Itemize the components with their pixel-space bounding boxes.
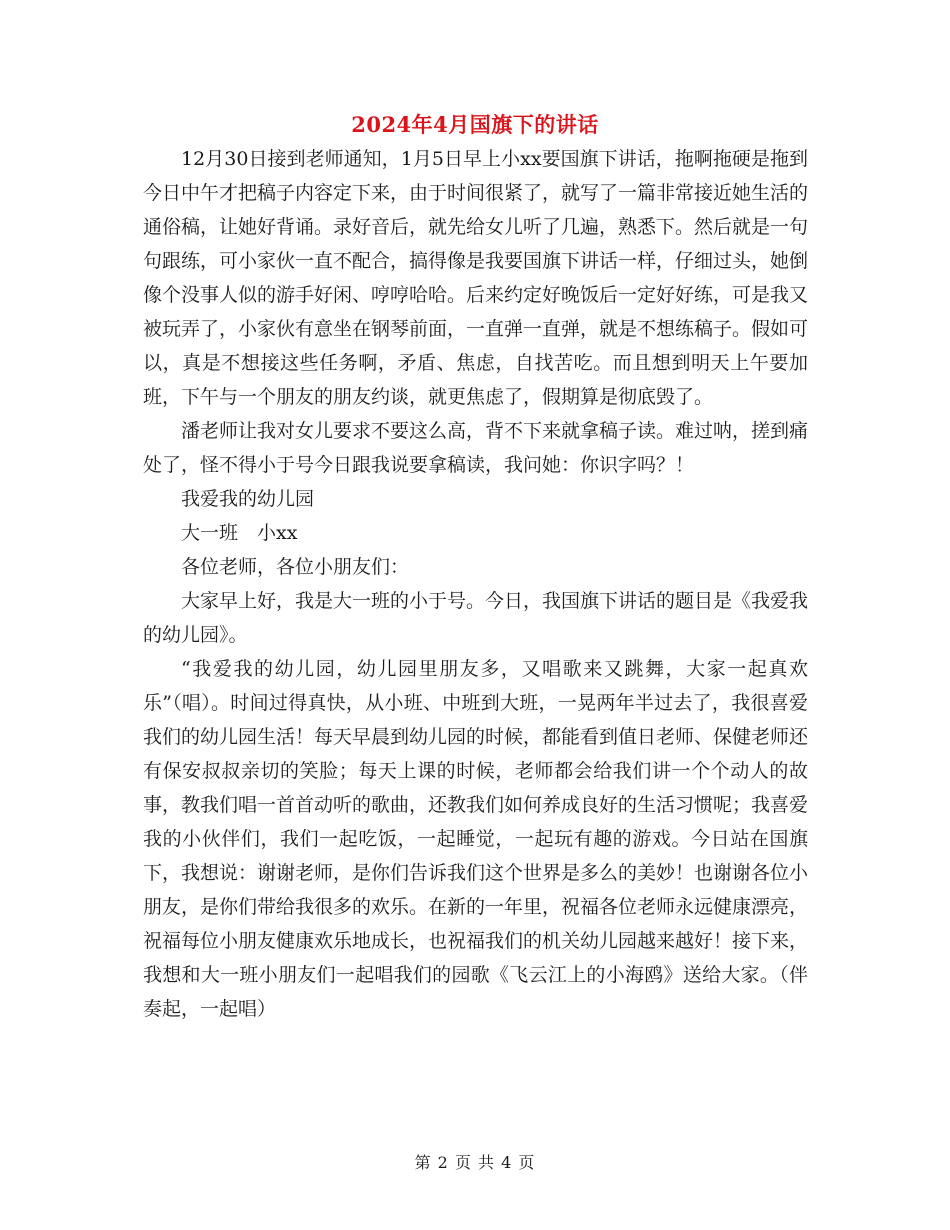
speech-salutation: 各位老师，各位小朋友们： xyxy=(181,556,410,578)
paragraph-teacher-advice: 潘老师让我对女儿要求不要这么高，背不下来就拿稿子读。难过呐，搓到痛处了，怪不得小于号今日跟我说要拿稿读，我问她：你识字吗？！ xyxy=(143,420,809,476)
speech-opening: 大家早上好，我是大一班的小于号。今日，我国旗下讲话的题目是《我爱我的幼儿园》。 xyxy=(143,590,809,646)
document-title: 2024年4月国旗下的讲话 xyxy=(351,112,599,137)
speech-main: “我爱我的幼儿园，幼儿园里朋友多，又唱歌来又跳舞，大家一起真欢乐”（唱）。时间过得真快，从小班、中班到大班，一晃两年半过去了，我很喜爱我们的幼儿园生活！每天早晨到幼儿园的时候，都能看到值日老师、保健老师还有保安叔叔亲切的笑脸；每天上课的时候，老师都会给我们讲一个个动人的故事，教我们唱一首首动听的歌曲，还教我们如何养成良好的生活习惯呢；我喜爱我的小伙伴们，我们一起吃饭，一起睡觉，一起玩有趣的游戏。今日站在国旗下，我想说：谢谢老师，是你们告诉我们这个世界是多么的美妙！也谢谢各位小朋友，是你们带给我很多的欢乐。在新的一年里，祝福各位老师永远健康漂亮，祝福每位小朋友健康欢乐地成长，也祝福我们的机关幼儿园越来越好！接下来，我想和大一班小朋友们一起唱我们的园歌《飞云江上的小海鸥》送给大家。（伴奏起，一起唱） xyxy=(143,658,809,1020)
speech-author: 大一班 小xx xyxy=(181,522,298,544)
document-body xyxy=(143,142,808,1026)
page-number: 第 2 页 共 4 页 xyxy=(414,1153,536,1172)
speech-title: 我爱我的幼儿园 xyxy=(181,488,315,510)
paragraph-intro: 12月30日接到老师通知，1月5日早上小xx要国旗下讲话，拖啊拖硬是拖到今日中午才把稿子内容定下来，由于时间很紧了，就写了一篇非常接近她生活的通俗稿，让她好背诵。录好音后，就先给女儿听了几遍，熟悉下。然后就是一句句跟练，可小家伙一直不配合，搞得像是我要国旗下讲话一样，仔细过头，她倒像个没事人似的游手好闲、哼哼哈哈。后来约定好晚饭后一定好好练，可是我又被玩弄了，小家伙有意坐在钢琴前面，一直弹一直弹，就是不想练稿子。假如可以，真是不想接这些任务啊，矛盾、焦虑，自找苦吃。而且想到明天上午要加班，下午与一个朋友的朋友约谈，就更焦虑了，假期算是彻底毁了。 xyxy=(143,148,809,408)
